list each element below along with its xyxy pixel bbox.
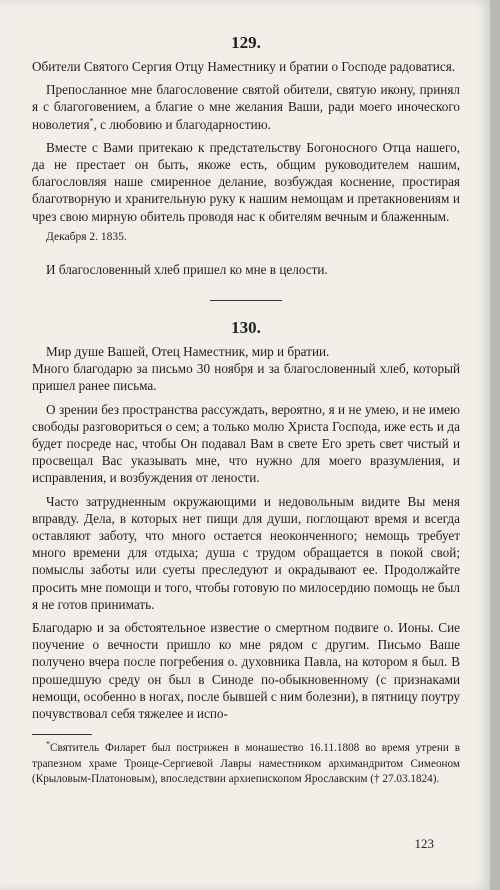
letter-130-paragraph-1: Много благодарю за письмо 30 ноября и за благословенный хлеб, который пришел ранее письма.	[32, 361, 460, 394]
letter-130-paragraph-3: Часто затрудненным окружающими и недовольным видите Вы меня вправду. Дела, в которых нет пищи для души, поглощают время и всегда оставляют заботу, что много остается неоконченного; немощь требует много времени для отдыха; душа с трудом обращается в покой свой; помыслы заботы или суеты преследуют и окрадывают ее. Продолжайте просить мне помощи и того, чтобы готовую по милосердию помощь не был я не готов принимать.	[32, 493, 460, 612]
footnote-rule	[32, 734, 92, 735]
letter-129-postscript: И благословенный хлеб пришел ко мне в целости.	[46, 261, 328, 277]
letter-number-129: 129.	[231, 33, 261, 52]
letter-129-paragraph-2: Вместе с Вами притекаю к предстательству Богоносного Отца нашего, да не престает он быть, якоже есть, общим руководителем нашим, благословляя наше смиренное делание, возбуждая коснение, простирая благотворную и хранительную руку к нашим немощам и претакновениям и чрез свою мирную обитель проводя нас к обителям вечным и блаженным.	[32, 139, 460, 224]
section-separator	[210, 300, 282, 301]
page-number: 123	[414, 836, 434, 851]
footnote	[32, 741, 460, 788]
letter-130-paragraph-4: Благодарю и за обстоятельное известие о смертном подвиге о. Ионы. Сие поучение о вечности пришло ко мне рядом с другим. Письмо Ваше получено вчера после погребения о. духовника Павла, на котором я был. В прошедшую среду он был в Синоде по-обыкновенному (с признаками немощи, особенно в ногах, после бывшей с ним болезни), в пятницу поутру почувствовал себя тяжелее и испо-	[32, 620, 460, 722]
letter-129-salutation: Обители Святого Сергия Отцу Наместнику и братии о Господе радоватися.	[32, 59, 456, 74]
letter-129-date: Декабря 2. 1835.	[46, 230, 127, 243]
footnote-marker: *	[89, 116, 94, 126]
letter-129-paragraph-1	[32, 81, 460, 133]
page-content	[32, 32, 460, 788]
letter-129-paragraph-1-text: Препосланное мне благословение святой обители, святую икону, принял я с благоговением, а благие о мне желания Ваши, ради моего иноческого новолетия	[32, 82, 460, 132]
letter-130-greeting: Мир душе Вашей, Отец Наместник, мир и братии.	[46, 344, 330, 360]
footnote-text: Святитель Филарет был пострижен в монашество 16.11.1808 во время утрени в трапезном храме Троице-Сергиевой Лавры наместником архимандритом Симеоном (Крыловым-Платоновым), впоследствии архиепископом Ярославским († 27.03.1824).	[32, 742, 460, 786]
letter-129-paragraph-1-end: , с любовию и благодарностию.	[93, 116, 271, 132]
footnote-marker-ref: *	[46, 739, 50, 749]
letter-130-paragraph-2: О зрении без пространства рассуждать, вероятно, я и не умею, и не имею свободы разговориться о сем; а только молю Христа Господа, иже есть и да будет посреде нас, чтобы Он подавал Вам в свете Его зреть свет чистый и просвещал Вас указывать мне, что нужно для моего вразумления, и исправления, и возбуждения от лености.	[32, 401, 460, 486]
letter-number-130: 130.	[231, 318, 261, 338]
